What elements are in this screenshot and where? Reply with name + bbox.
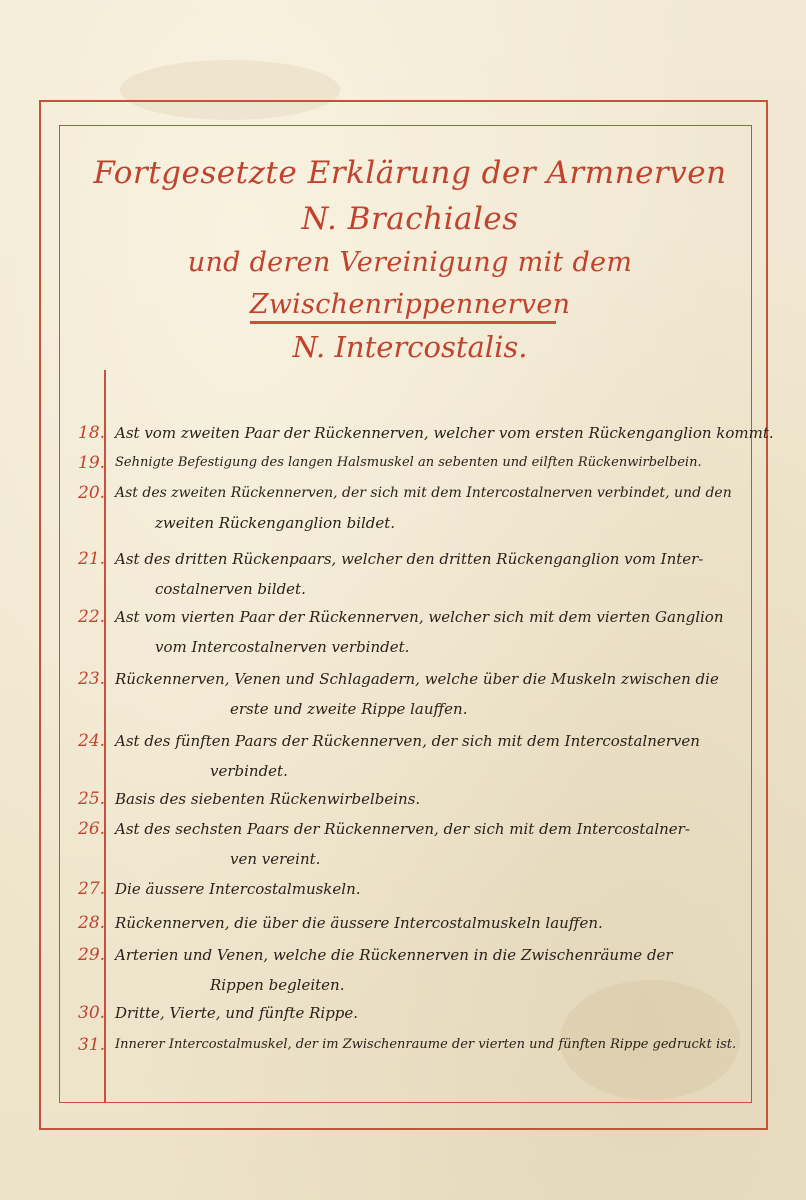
entry-text-continued: costalnerven bildet. [155, 580, 306, 598]
entry-number: 23. [78, 669, 106, 689]
entry-text: Ast vom vierten Paar der Rückennerven, welcher sich mit dem vierten Ganglion [115, 608, 724, 626]
entry-text: Arterien und Venen, welche die Rückennerven in die Zwischenräume der [115, 946, 673, 964]
entry-text-continued: ven vereint. [230, 850, 321, 868]
list-item [60, 544, 750, 602]
list-item [60, 874, 750, 908]
entry-number: 25. [78, 789, 106, 809]
entry-number: 24. [78, 731, 106, 751]
list-item [60, 602, 750, 664]
entry-text: Rückennerven, Venen und Schlagadern, welche über die Muskeln zwischen die [115, 670, 719, 688]
list-item [60, 726, 750, 784]
list-item [60, 998, 750, 1030]
entry-text: Ast des sechsten Paars der Rückennerven, der sich mit dem Intercostalner- [115, 820, 690, 838]
entry-text-continued: vom Intercostalnerven verbindet. [155, 638, 410, 656]
list-item [60, 940, 750, 998]
entry-text: Ast des fünften Paars der Rückennerven, der sich mit dem Intercostalnerven [115, 732, 700, 750]
entry-text: Ast vom zweiten Paar der Rückennerven, welcher vom ersten Rückenganglion kommt. [115, 424, 774, 442]
entry-number: 30. [78, 1003, 106, 1023]
entry-number: 19. [78, 453, 106, 473]
entry-text-continued: verbindet. [210, 762, 288, 780]
entry-text: Ast des dritten Rückenpaars, welcher den dritten Rückenganglion vom Inter- [115, 550, 704, 568]
list-item [60, 478, 750, 544]
entry-text-continued: zweiten Rückenganglion bildet. [155, 514, 396, 532]
title-line-3: N. Intercostalis. [292, 330, 528, 364]
title-line-2: und deren Vereinigung mit dem Zwischenrippennerven [187, 247, 633, 320]
list-item [60, 448, 750, 478]
entry-text: Ast des zweiten Rückennerven, der sich mit dem Intercostalnerven verbindet, und den [115, 485, 732, 501]
list-item [60, 1030, 750, 1060]
entry-number: 27. [78, 879, 106, 899]
entry-text-continued: Rippen begleiten. [210, 976, 345, 994]
list-item [60, 784, 750, 814]
entry-text: Basis des siebenten Rückenwirbelbeins. [115, 790, 421, 808]
entry-number: 28. [78, 913, 106, 933]
entry-number: 26. [78, 819, 106, 839]
entry-number: 29. [78, 945, 106, 965]
entry-text: Die äussere Intercostalmuskeln. [115, 880, 361, 898]
entry-number: 18. [78, 423, 106, 443]
list-item [60, 664, 750, 726]
list-item [60, 814, 750, 874]
entry-text: Innerer Intercostalmuskel, der im Zwischenraume der vierten und fünften Rippe gedruckt ist. [115, 1037, 737, 1052]
entry-text: Sehnigte Befestigung des langen Halsmuskel an sebenten und eilften Rückenwirbelbein. [115, 455, 702, 470]
list-item [60, 908, 750, 940]
list-item [60, 418, 774, 448]
entry-list [60, 418, 774, 1060]
title-underline [250, 321, 556, 324]
entry-number: 31. [78, 1035, 106, 1055]
entry-text-continued: erste und zweite Rippe lauffen. [230, 700, 468, 718]
entry-text: Rückennerven, die über die äussere Intercostalmuskeln lauffen. [115, 914, 603, 932]
entry-number: 21. [78, 549, 106, 569]
entry-text: Dritte, Vierte, und fünfte Rippe. [115, 1004, 359, 1022]
entry-number: 20. [78, 483, 106, 503]
entry-number: 22. [78, 607, 106, 627]
page-title [90, 150, 730, 368]
title-line-1: Fortgesetzte Erklärung der Armnerven N. Brachiales [93, 155, 727, 237]
